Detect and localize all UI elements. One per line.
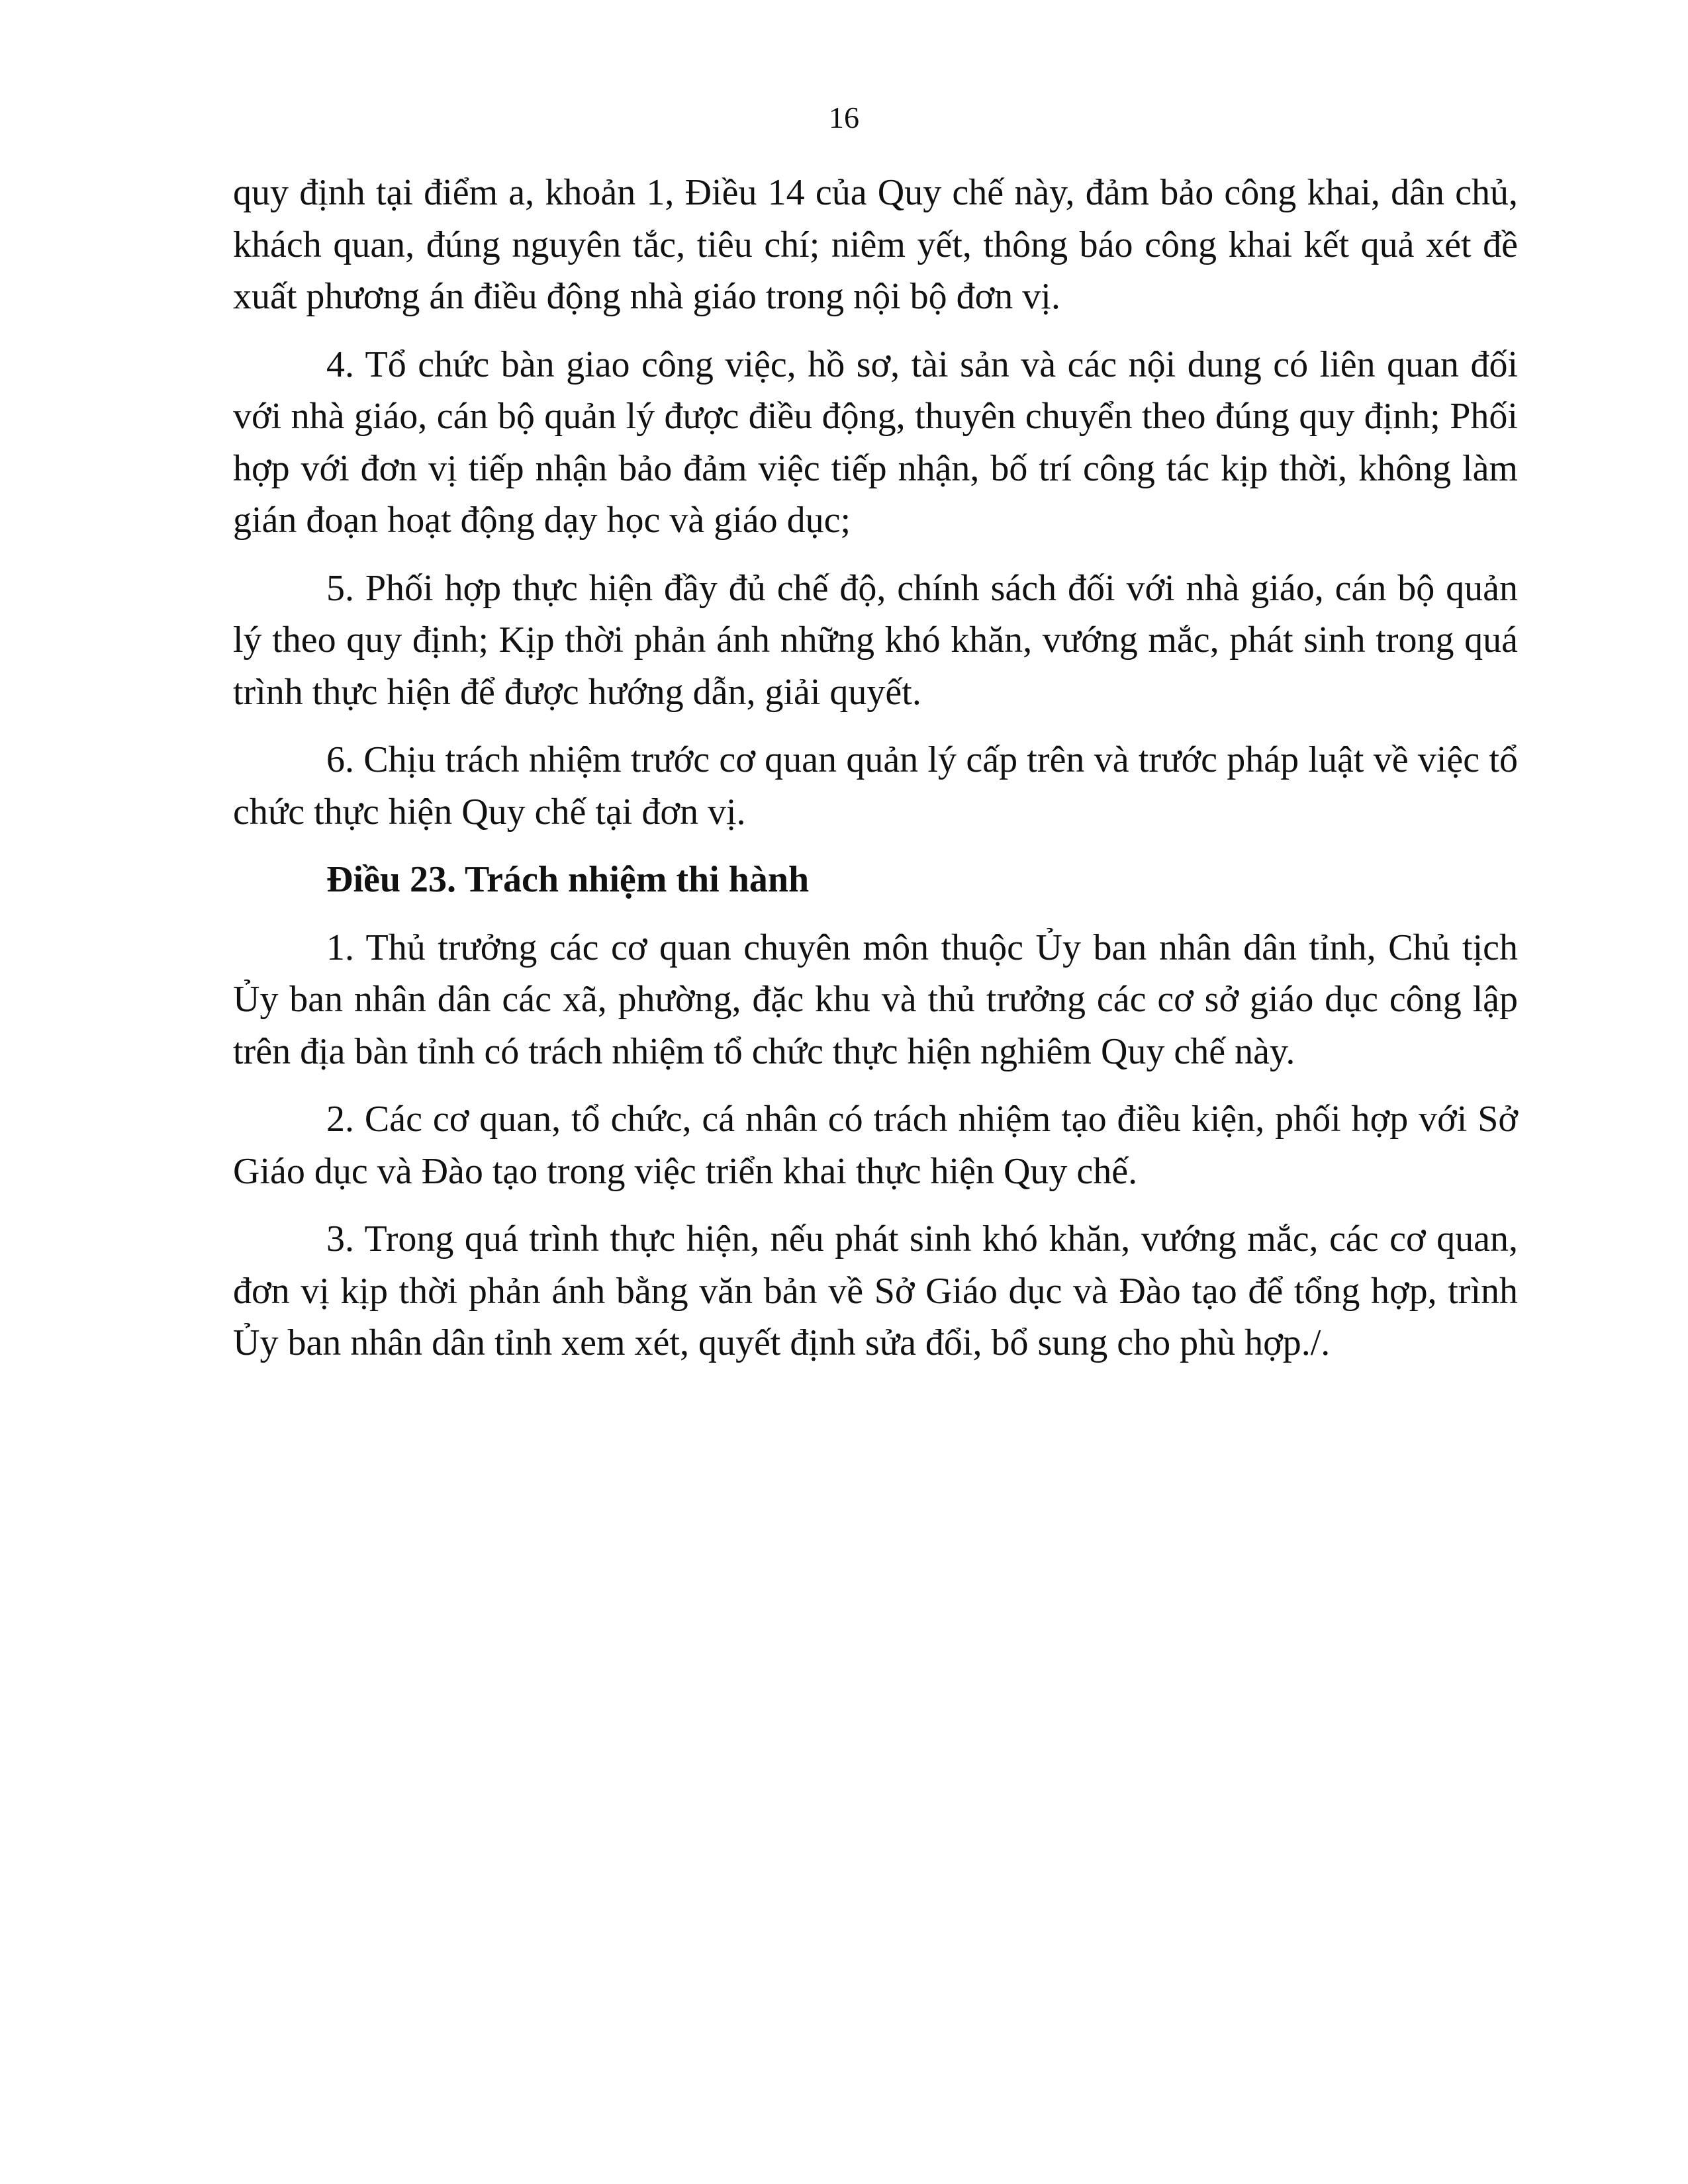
paragraph-continuation: quy định tại điểm a, khoản 1, Điều 14 của Quy chế này, đảm bảo công khai, dân chủ, khách quan, đúng nguyên tắc, tiêu chí; niêm yết, thông báo công khai kết quả xét đề xuất phương án điều động nhà giáo trong nội bộ đơn vị. [233,172,1518,317]
article-23-heading: Điều 23. Trách nhiệm thi hành [326,859,810,900]
article-23-clause-2: 2. Các cơ quan, tổ chức, cá nhân có trách nhiệm tạo điều kiện, phối hợp với Sở Giáo dục và Đào tạo trong việc triển khai thực hiện Quy chế. [233,1099,1518,1192]
page-number: 16 [829,101,859,134]
article-23-clause-3: 3. Trong quá trình thực hiện, nếu phát sinh khó khăn, vướng mắc, các cơ quan, đơn vị kịp thời phản ánh bằng văn bản về Sở Giáo dục và Đào tạo để tổng hợp, trình Ủy ban nhân dân tỉnh xem xét, quyết định sửa đổi, bổ sung cho phù hợp./. [233,1218,1518,1363]
document-body [233,167,1518,1385]
article-23-clause-1: 1. Thủ trưởng các cơ quan chuyên môn thuộc Ủy ban nhân dân tỉnh, Chủ tịch Ủy ban nhân dân các xã, phường, đặc khu và thủ trưởng các cơ sở giáo dục công lập trên địa bàn tỉnh có trách nhiệm tổ chức thực hiện nghiêm Quy chế này. [233,927,1518,1072]
paragraph-item-5: 5. Phối hợp thực hiện đầy đủ chế độ, chính sách đối với nhà giáo, cán bộ quản lý theo quy định; Kịp thời phản ánh những khó khăn, vướng mắc, phát sinh trong quá trình thực hiện để được hướng dẫn, giải quyết. [233,567,1518,713]
paragraph-item-6: 6. Chịu trách nhiệm trước cơ quan quản lý cấp trên và trước pháp luật về việc tổ chức thực hiện Quy chế tại đơn vị. [233,739,1518,833]
paragraph-item-4: 4. Tổ chức bàn giao công việc, hồ sơ, tài sản và các nội dung có liên quan đối với nhà giáo, cán bộ quản lý được điều động, thuyên chuyển theo đúng quy định; Phối hợp với đơn vị tiếp nhận bảo đảm việc tiếp nhận, bố trí công tác kịp thời, không làm gián đoạn hoạt động dạy học và giáo dục; [233,343,1518,541]
